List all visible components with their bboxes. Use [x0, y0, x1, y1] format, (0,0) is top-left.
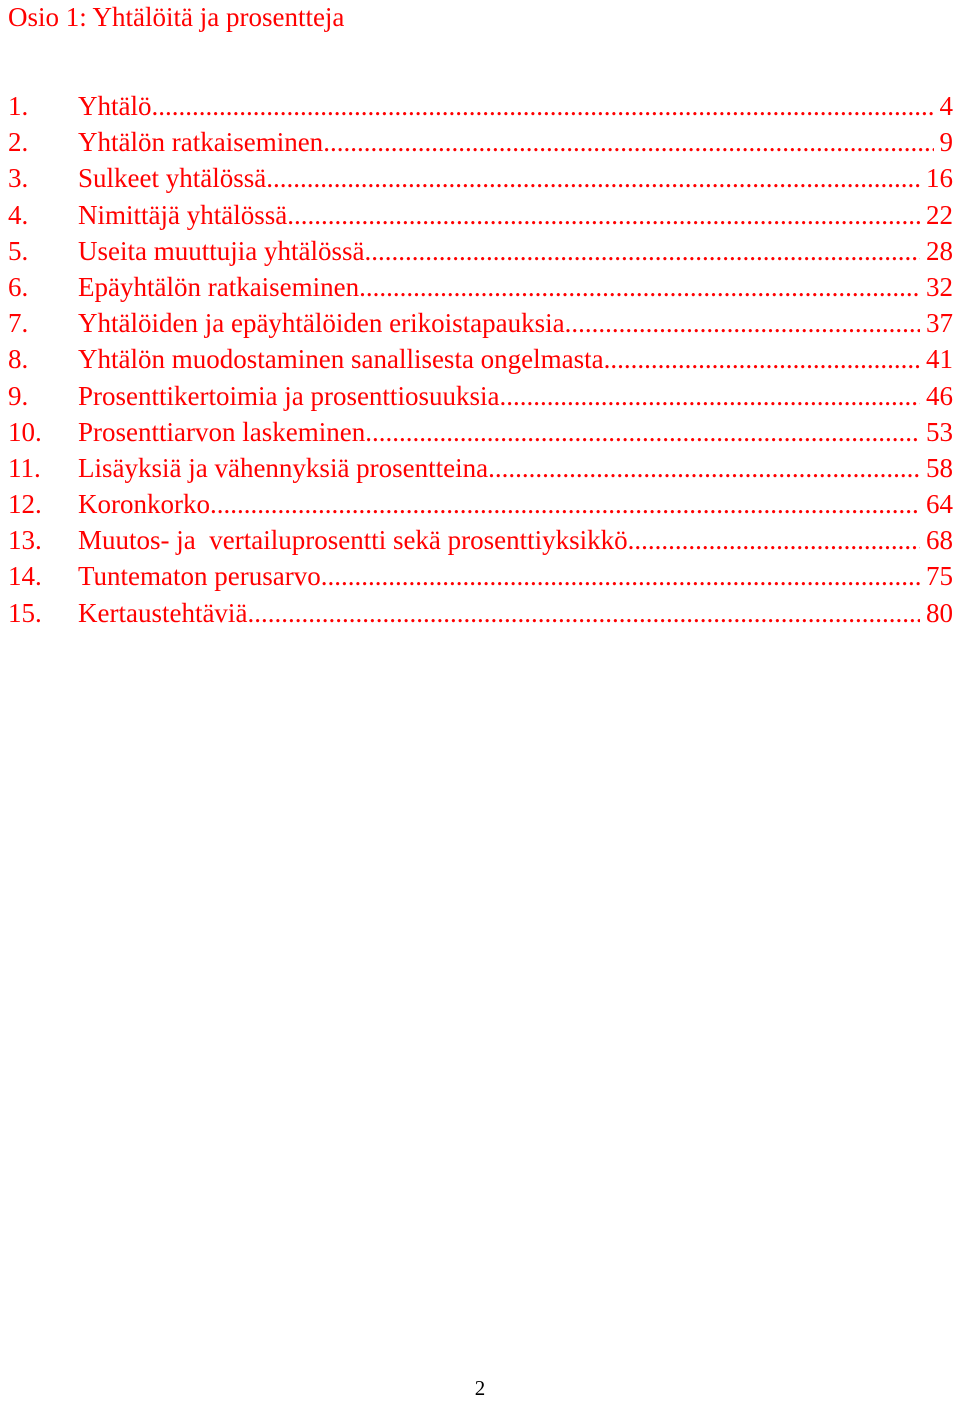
toc-entry-number: 1.	[8, 91, 29, 121]
toc-entry-page: 22	[926, 199, 953, 230]
toc-entry-page: 46	[926, 380, 953, 411]
toc-entry-title: Tuntematon perusarvo	[78, 561, 321, 592]
toc-entry-number: 10.	[8, 416, 42, 447]
toc-dot-leader	[499, 378, 920, 414]
toc-entry-page: 75	[926, 561, 953, 592]
toc-entry-number: 14.	[8, 561, 42, 592]
toc-entry[interactable]	[8, 88, 953, 124]
toc-dot-leader	[247, 595, 920, 631]
toc-entry-title: Prosenttiarvon laskeminen	[78, 416, 366, 447]
toc-dot-leader	[628, 522, 920, 558]
toc-entry-number: 12.	[8, 489, 42, 520]
toc-entry[interactable]	[8, 160, 953, 196]
toc-entry-page: 68	[926, 525, 953, 556]
toc-entry-number: 13.	[8, 525, 42, 556]
toc-entry-title: Prosenttikertoimia ja prosenttiosuuksia	[78, 380, 500, 411]
section-title: Osio 1: Yhtälöitä ja prosentteja	[8, 2, 345, 32]
toc-entry-number: 7.	[8, 308, 29, 339]
toc-entry[interactable]	[8, 305, 953, 341]
toc-entry-page: 32	[926, 271, 953, 302]
toc-dot-leader	[359, 269, 920, 305]
toc-entry-page: 41	[926, 344, 953, 375]
toc-dot-leader	[323, 124, 933, 160]
toc-entry-page: 80	[926, 597, 953, 628]
toc-dot-leader	[321, 558, 920, 594]
toc-dot-leader	[287, 197, 920, 233]
toc-entry-title: Kertaustehtäviä	[78, 597, 248, 628]
toc-dot-leader	[364, 233, 920, 269]
toc-entry-title: Lisäyksiä ja vähennyksiä prosentteina	[78, 452, 489, 483]
toc-entry-title: Epäyhtälön ratkaiseminen	[78, 271, 360, 302]
toc-entry[interactable]	[8, 450, 953, 486]
toc-dot-leader	[604, 341, 920, 377]
toc-entry-page: 28	[926, 235, 953, 266]
table-of-contents	[8, 88, 953, 631]
toc-entry-page: 53	[926, 416, 953, 447]
toc-entry-number: 9.	[8, 380, 29, 411]
toc-entry-number: 5.	[8, 235, 29, 266]
toc-entry-number: 3.	[8, 163, 29, 194]
toc-entry-page: 37	[926, 308, 953, 339]
toc-entry[interactable]	[8, 341, 953, 377]
toc-entry-title: Yhtälö	[78, 91, 152, 121]
toc-entry[interactable]	[8, 522, 953, 558]
toc-entry-page: 58	[926, 452, 953, 483]
toc-entry-page: 9	[939, 127, 953, 158]
toc-entry-title: Yhtälön muodostaminen sanallisesta ongelmasta	[78, 344, 604, 375]
toc-entry-page: 4	[939, 91, 953, 121]
toc-entry[interactable]	[8, 378, 953, 414]
toc-entry-title: Yhtälön ratkaiseminen	[78, 127, 324, 158]
toc-dot-leader	[210, 486, 920, 522]
toc-entry-title: Muutos- ja vertailuprosentti sekä prosenttiyksikkö	[78, 525, 628, 556]
toc-dot-leader	[488, 450, 920, 486]
toc-entry[interactable]	[8, 414, 953, 450]
toc-entry-number: 8.	[8, 344, 29, 375]
toc-entry-page: 64	[926, 489, 953, 520]
toc-dot-leader	[565, 305, 920, 341]
toc-entry-number: 11.	[8, 452, 41, 483]
toc-entry-title: Useita muuttujia yhtälössä	[78, 235, 365, 266]
toc-entry[interactable]	[8, 595, 953, 631]
toc-entry[interactable]	[8, 558, 953, 594]
toc-entry-title: Yhtälöiden ja epäyhtälöiden erikoistapauksia	[78, 308, 565, 339]
toc-entry-title: Koronkorko	[78, 489, 210, 520]
toc-entry-title: Nimittäjä yhtälössä	[78, 199, 288, 230]
toc-entry[interactable]	[8, 233, 953, 269]
toc-entry-number: 2.	[8, 127, 29, 158]
toc-entry[interactable]	[8, 124, 953, 160]
toc-entry[interactable]	[8, 197, 953, 233]
toc-dot-leader	[266, 160, 920, 196]
toc-entry-title: Sulkeet yhtälössä	[78, 163, 267, 194]
toc-entry-number: 6.	[8, 271, 29, 302]
toc-dot-leader	[152, 88, 934, 124]
toc-entry[interactable]	[8, 269, 953, 305]
toc-entry-number: 4.	[8, 199, 29, 230]
toc-entry[interactable]	[8, 486, 953, 522]
page-number: 2	[474, 1376, 486, 1400]
toc-entry-number: 15.	[8, 597, 42, 628]
toc-dot-leader	[365, 414, 920, 450]
toc-entry-page: 16	[926, 163, 953, 194]
